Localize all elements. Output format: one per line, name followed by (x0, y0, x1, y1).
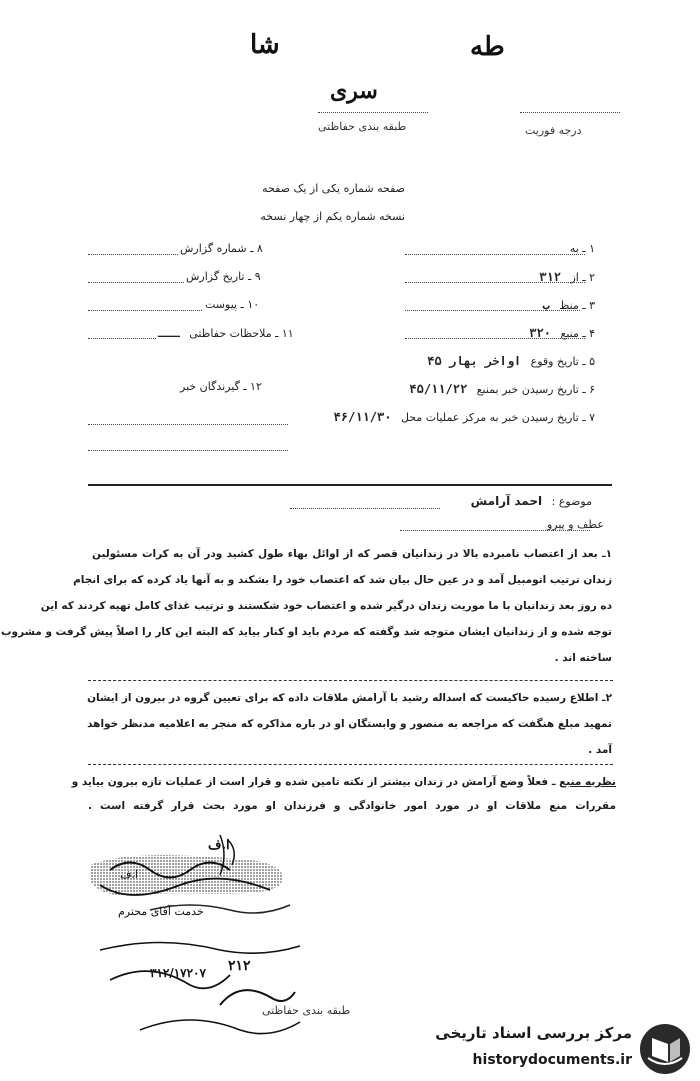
body-line: ۲ـ اطلاع رسیده حاکیست که اسداله رشید با آرامش ملاقات داده که برای تعیین گروه در بیرون از ایشان (87, 692, 612, 704)
right-field-1: ۱ ـ به (569, 242, 595, 255)
bottom-security-label: طبقه بندی حفاظتی (262, 1004, 351, 1017)
top-mark-left: ﻃﻪ (470, 32, 505, 62)
left-field-8: ۸ ـ شماره گزارش (180, 242, 263, 255)
body-line: زندان ترتیب اتومبیل آمد و در عین حال بیان شد که اعتصاب خود را بشکند و به آنها یاد کرده که برای انجام (73, 574, 612, 586)
watermark-org-name: مرکز بررسی اسناد تاریخی (435, 1024, 632, 1042)
right-field-6: ۶ ـ تاریخ رسیدن خبر بمنبع ۴۵/۱۱/۲۲ (409, 382, 595, 396)
archive-watermark (418, 1018, 700, 1081)
body-line: ۱ـ بعد از اعتصاب نامبرده بالا در زندانیان قصر که از اوائل بهاء طول کشید ودر آن به کرات مسئولین (92, 548, 612, 560)
right-field-3-value: ب (542, 298, 550, 312)
right-field-3: ۳ ـ منظ ب (542, 298, 595, 312)
page-number: صفحه شماره یکی از یک صفحه (262, 182, 405, 195)
source-opinion-continued: مقررات منع ملاقات او در مورد امور خانوادگی و فرزندان او مورد بحث قرار گرفته است . (88, 800, 616, 812)
handwritten-note-3: ۲۱۲ (228, 958, 251, 974)
right-field-5: ۵ ـ تاریخ وقوع اواخر بهار ۴۵ (427, 354, 595, 368)
subject-value: احمد آرامش (470, 494, 543, 508)
right-field-5-value: اواخر بهار ۴۵ (427, 354, 522, 368)
right-field-2: ۲ ـ از ۳۱۲ (539, 270, 595, 284)
body-line: تمهید مبلغ هنگفت که مراجعه به منصور و وابستگان او در باره مذاکره که منجر به اعلامیه مدنظر خواهد (87, 718, 612, 730)
source-opinion-text: ـ فعلاً وضع آرامش در زندان بیشتر از نکته تامین شده و قرار است از عملیات تازه بیرون بیاید و (71, 776, 556, 788)
reference: عطف و پیرو (546, 518, 604, 531)
source-opinion-label: نظریه منبع (559, 776, 616, 788)
paragraph-divider (88, 680, 613, 681)
handwritten-note-1: ا.ف (120, 868, 138, 881)
body-line: ساخته اند . (554, 652, 612, 664)
section-divider (88, 484, 612, 486)
right-field-7: ۷ ـ تاریخ رسیدن خبر به مرکز عملیات محل ۴۶/۱۱/۳۰ (333, 410, 595, 424)
left-field-12: ۱۲ ـ گیرندگان خبر (180, 380, 262, 393)
security-classification-label: طبقه بندی حفاظتی (318, 120, 407, 133)
left-field-11-value: ـــ (158, 326, 180, 340)
classification-stamp: سری (330, 78, 378, 104)
body-line: آمد . (588, 744, 612, 756)
source-opinion (71, 776, 616, 788)
right-field-2-value: ۳۱۲ (539, 270, 561, 284)
handwritten-note-2: خدمت آقای محترم (118, 905, 204, 918)
handwritten-note-4: ۳۱۲/۱۷۲۰۷ (150, 966, 206, 980)
subject: موضوع : احمد آرامش (470, 494, 592, 508)
handwritten-note-top: ا.ف (208, 838, 230, 853)
top-mark-right: ﺷﺎ (250, 30, 280, 60)
left-field-9: ۹ ـ تاریخ گزارش (186, 270, 261, 283)
archive-logo-icon (638, 1022, 692, 1076)
watermark-url: historydocuments.ir (472, 1052, 632, 1068)
copy-number: نسخه شماره یکم از چهار نسخه (260, 210, 405, 223)
body-line: ده روز بعد زندانیان با ما موریت زندان درگیر شده و اعتصاب خود شکستند و ترتیب غذای کامل تهیه کردند که این (40, 600, 612, 612)
right-field-7-value: ۴۶/۱۱/۳۰ (333, 410, 392, 424)
left-field-11 (158, 326, 294, 340)
right-field-4-value: ۳۲۰ (529, 326, 551, 340)
left-field-10: ۱۰ ـ پیوست (205, 298, 260, 311)
right-field-4: ۴ ـ منبع ۳۲۰ (529, 326, 595, 340)
body-line: توجه شده و از زندانیان ایشان متوجه شد وگفته که مردم باید او کنار بیاید که البته این کار را اصلاً پیش گرفت و مشروب (1, 626, 612, 638)
subject-label: موضوع (558, 495, 592, 508)
right-field-6-value: ۴۵/۱۱/۲۲ (409, 382, 468, 396)
left-field-11-label: ۱۱ ـ ملاحظات حفاظتی (189, 327, 294, 340)
priority-label: درجه فوریت (525, 124, 582, 137)
paragraph-divider (88, 764, 613, 765)
